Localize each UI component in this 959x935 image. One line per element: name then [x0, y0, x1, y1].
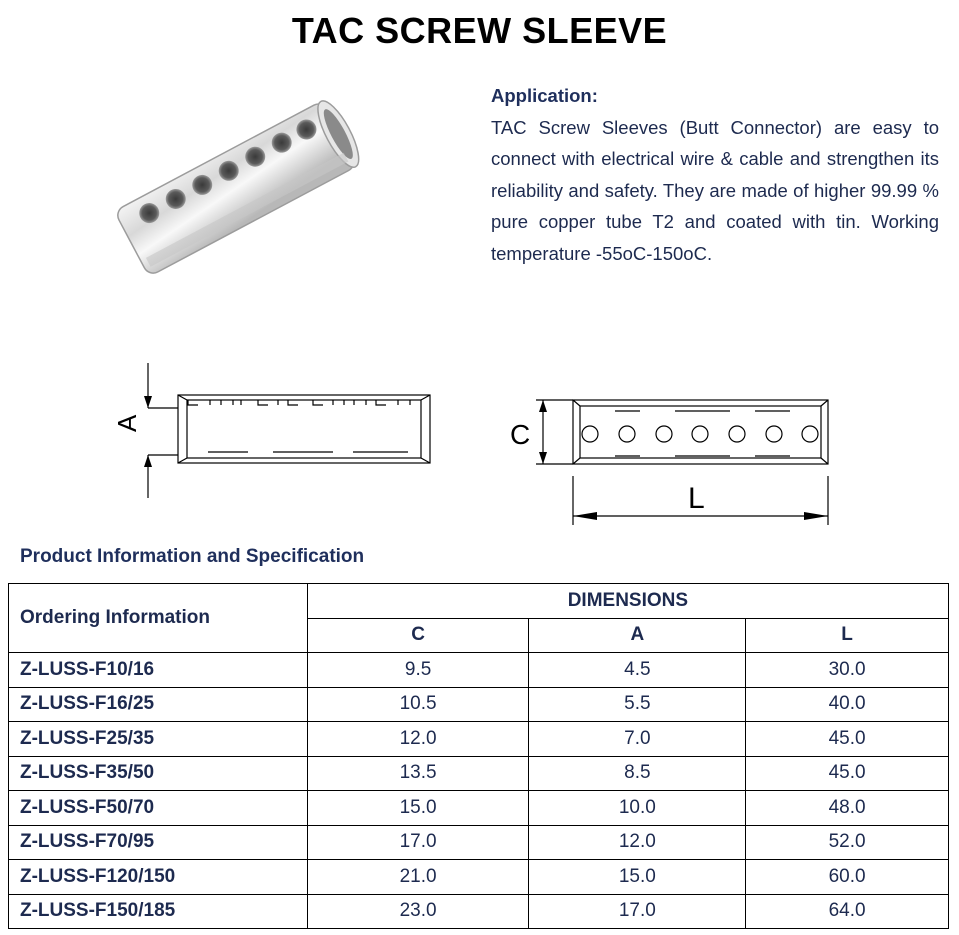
- table-row: [9, 860, 949, 895]
- dimension-a: 4.5: [529, 653, 746, 688]
- top-view-drawing: [500, 390, 840, 525]
- dimension-l: 48.0: [746, 791, 949, 826]
- table-header-row: [9, 584, 949, 619]
- dimension-l: 60.0: [746, 860, 949, 895]
- ordering-code: Z-LUSS-F35/50: [9, 756, 308, 791]
- dimension-l: 64.0: [746, 894, 949, 929]
- dimension-c: 13.5: [307, 756, 529, 791]
- table-row: [9, 653, 949, 688]
- table-row: [9, 687, 949, 722]
- specification-table: [8, 583, 949, 929]
- application-block: [491, 80, 939, 269]
- top-l-dimension-label: L: [688, 482, 705, 515]
- dimension-l: 45.0: [746, 756, 949, 791]
- dimension-c: 9.5: [307, 653, 529, 688]
- column-header-c: C: [307, 618, 529, 653]
- application-heading: Application:: [491, 85, 598, 106]
- ordering-code: Z-LUSS-F50/70: [9, 791, 308, 826]
- section-title: Product Information and Specification: [20, 546, 365, 567]
- dimension-c: 10.5: [307, 687, 529, 722]
- side-view-drawing: [108, 358, 438, 503]
- dimension-a: 8.5: [529, 756, 746, 791]
- dimension-a: 12.0: [529, 825, 746, 860]
- column-header-a: A: [529, 618, 746, 653]
- ordering-code: Z-LUSS-F16/25: [9, 687, 308, 722]
- dimension-a: 7.0: [529, 722, 746, 757]
- dimension-c: 15.0: [307, 791, 529, 826]
- dimension-l: 45.0: [746, 722, 949, 757]
- table-row: [9, 756, 949, 791]
- table-row: [9, 894, 949, 929]
- table-row: [9, 825, 949, 860]
- dimension-a: 15.0: [529, 860, 746, 895]
- sleeve-photo: [108, 88, 370, 288]
- ordering-code: Z-LUSS-F10/16: [9, 653, 308, 688]
- dimension-c: 21.0: [307, 860, 529, 895]
- dimension-c: 23.0: [307, 894, 529, 929]
- dimension-l: 30.0: [746, 653, 949, 688]
- table-row: [9, 791, 949, 826]
- dimension-l: 52.0: [746, 825, 949, 860]
- column-header-l: L: [746, 618, 949, 653]
- ordering-code: Z-LUSS-F70/95: [9, 825, 308, 860]
- ordering-code: Z-LUSS-F25/35: [9, 722, 308, 757]
- dimension-a: 5.5: [529, 687, 746, 722]
- ordering-code: Z-LUSS-F150/185: [9, 894, 308, 929]
- side-dimension-label: A: [112, 414, 142, 432]
- table-row: [9, 722, 949, 757]
- dimension-a: 10.0: [529, 791, 746, 826]
- ordering-code: Z-LUSS-F120/150: [9, 860, 308, 895]
- dimension-c: 17.0: [307, 825, 529, 860]
- dimension-l: 40.0: [746, 687, 949, 722]
- dimension-c: 12.0: [307, 722, 529, 757]
- application-text: TAC Screw Sleeves (Butt Connector) are easy to connect with electrical wire & cable and strengthen its reliability and safety. They are made of higher 99.99 % pure copper tube T2 and coated with tin. Working temperature -55oC-150oC.: [491, 116, 939, 264]
- dimensions-header: DIMENSIONS: [307, 584, 948, 619]
- ordering-information-header: Ordering Information: [9, 584, 308, 653]
- page-title: TAC SCREW SLEEVE: [291, 10, 668, 51]
- top-c-dimension-label: C: [510, 419, 531, 450]
- dimension-a: 17.0: [529, 894, 746, 929]
